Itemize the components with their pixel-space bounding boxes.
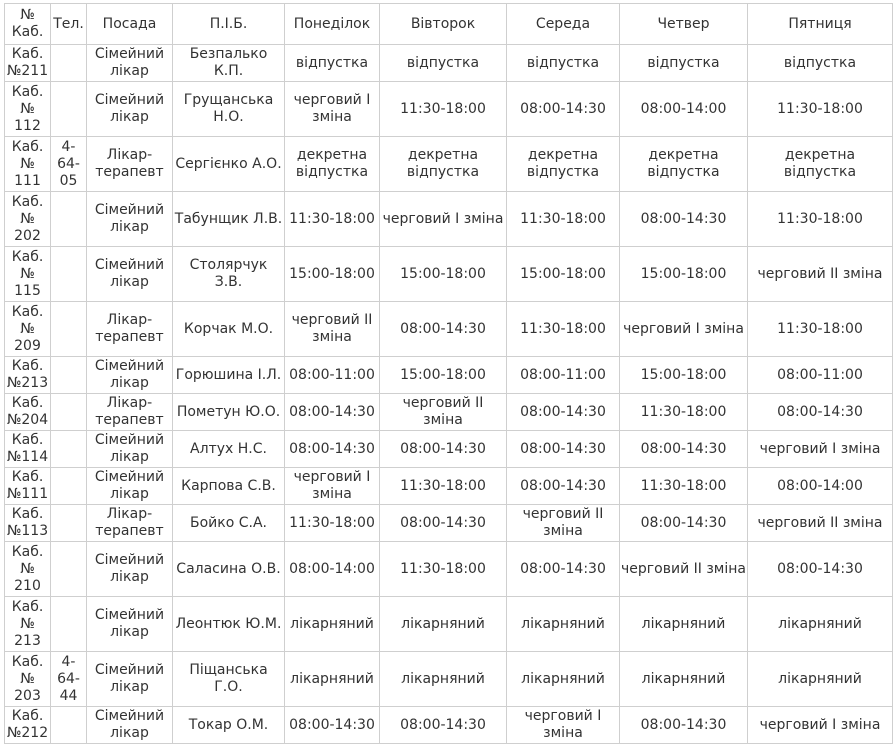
name-cell: Карпова С.В. <box>173 468 285 505</box>
header-row <box>5 4 893 45</box>
thursday-cell: лікарняний <box>620 652 748 707</box>
wednesday-cell: 08:00-14:30 <box>507 82 620 137</box>
room-cell: Каб. №114 <box>5 431 51 468</box>
wednesday-cell: 08:00-14:30 <box>507 468 620 505</box>
name-cell: Табунщик Л.В. <box>173 192 285 247</box>
header-friday: Пятниця <box>748 4 893 45</box>
tuesday-cell: черговий І зміна <box>380 192 507 247</box>
position-cell: Сімейний лікар <box>87 431 173 468</box>
name-cell: Горюшина І.Л. <box>173 357 285 394</box>
name-cell: Саласина О.В. <box>173 542 285 597</box>
table-row <box>5 505 893 542</box>
wednesday-cell: 08:00-14:30 <box>507 431 620 468</box>
friday-cell: декретна відпустка <box>748 137 893 192</box>
tuesday-cell: черговий ІІ зміна <box>380 394 507 431</box>
table-row <box>5 542 893 597</box>
thursday-cell: 08:00-14:30 <box>620 431 748 468</box>
table-row <box>5 302 893 357</box>
name-cell: Піщанська Г.О. <box>173 652 285 707</box>
monday-cell: декретна відпустка <box>285 137 380 192</box>
position-cell: Сімейний лікар <box>87 468 173 505</box>
room-cell: Каб. № 115 <box>5 247 51 302</box>
friday-cell: 08:00-14:00 <box>748 468 893 505</box>
thursday-cell: 15:00-18:00 <box>620 357 748 394</box>
phone-cell <box>51 394 87 431</box>
room-cell: Каб. №211 <box>5 45 51 82</box>
monday-cell: черговий ІІ зміна <box>285 302 380 357</box>
thursday-cell: лікарняний <box>620 597 748 652</box>
tuesday-cell: 08:00-14:30 <box>380 431 507 468</box>
table-row <box>5 82 893 137</box>
thursday-cell: 11:30-18:00 <box>620 468 748 505</box>
tuesday-cell: лікарняний <box>380 652 507 707</box>
thursday-cell: 08:00-14:00 <box>620 82 748 137</box>
room-cell: Каб. №212 <box>5 707 51 744</box>
position-cell: Сімейний лікар <box>87 247 173 302</box>
friday-cell: черговий ІІ зміна <box>748 247 893 302</box>
tuesday-cell: 08:00-14:30 <box>380 707 507 744</box>
room-cell: Каб. № 112 <box>5 82 51 137</box>
room-cell: Каб. №213 <box>5 357 51 394</box>
monday-cell: 11:30-18:00 <box>285 505 380 542</box>
friday-cell: лікарняний <box>748 652 893 707</box>
room-cell: Каб. №204 <box>5 394 51 431</box>
header-wednesday: Середа <box>507 4 620 45</box>
friday-cell: черговий І зміна <box>748 707 893 744</box>
phone-cell <box>51 468 87 505</box>
monday-cell: лікарняний <box>285 652 380 707</box>
phone-cell <box>51 247 87 302</box>
thursday-cell: декретна відпустка <box>620 137 748 192</box>
phone-cell <box>51 357 87 394</box>
name-cell: Токар О.М. <box>173 707 285 744</box>
monday-cell: 08:00-14:30 <box>285 431 380 468</box>
position-cell: Сімейний лікар <box>87 45 173 82</box>
name-cell: Сергієнко А.О. <box>173 137 285 192</box>
friday-cell: 08:00-11:00 <box>748 357 893 394</box>
monday-cell: 08:00-11:00 <box>285 357 380 394</box>
room-cell: Каб. № 202 <box>5 192 51 247</box>
monday-cell: черговий І зміна <box>285 468 380 505</box>
tuesday-cell: декретна відпустка <box>380 137 507 192</box>
friday-cell: 11:30-18:00 <box>748 302 893 357</box>
room-cell: Каб. № 209 <box>5 302 51 357</box>
tuesday-cell: 11:30-18:00 <box>380 468 507 505</box>
thursday-cell: 11:30-18:00 <box>620 394 748 431</box>
table-row <box>5 137 893 192</box>
thursday-cell: черговий ІІ зміна <box>620 542 748 597</box>
header-name: П.І.Б. <box>173 4 285 45</box>
thursday-cell: черговий І зміна <box>620 302 748 357</box>
tuesday-cell: 15:00-18:00 <box>380 357 507 394</box>
tuesday-cell: 11:30-18:00 <box>380 82 507 137</box>
wednesday-cell: лікарняний <box>507 597 620 652</box>
name-cell: Грущанська Н.О. <box>173 82 285 137</box>
room-cell: Каб. №111 <box>5 468 51 505</box>
tuesday-cell: 15:00-18:00 <box>380 247 507 302</box>
room-cell: Каб. № 210 <box>5 542 51 597</box>
table-row <box>5 45 893 82</box>
thursday-cell: 08:00-14:30 <box>620 707 748 744</box>
position-cell: Сімейний лікар <box>87 82 173 137</box>
table-row <box>5 597 893 652</box>
name-cell: Корчак М.О. <box>173 302 285 357</box>
position-cell: Лікар-терапевт <box>87 394 173 431</box>
table-row <box>5 468 893 505</box>
table-row <box>5 707 893 744</box>
phone-cell <box>51 82 87 137</box>
phone-cell <box>51 505 87 542</box>
table-row <box>5 652 893 707</box>
position-cell: Лікар-терапевт <box>87 505 173 542</box>
phone-cell: 4-64-05 <box>51 137 87 192</box>
position-cell: Сімейний лікар <box>87 357 173 394</box>
monday-cell: 08:00-14:30 <box>285 394 380 431</box>
table-row <box>5 431 893 468</box>
monday-cell: 11:30-18:00 <box>285 192 380 247</box>
friday-cell: черговий І зміна <box>748 431 893 468</box>
position-cell: Сімейний лікар <box>87 192 173 247</box>
thursday-cell: 15:00-18:00 <box>620 247 748 302</box>
table-row <box>5 192 893 247</box>
name-cell: Алтух Н.С. <box>173 431 285 468</box>
wednesday-cell: декретна відпустка <box>507 137 620 192</box>
room-cell: Каб. №113 <box>5 505 51 542</box>
friday-cell: черговий ІІ зміна <box>748 505 893 542</box>
header-room: № Каб. <box>5 4 51 45</box>
monday-cell: 08:00-14:00 <box>285 542 380 597</box>
position-cell: Лікар-терапевт <box>87 302 173 357</box>
room-cell: Каб. № 203 <box>5 652 51 707</box>
table-row <box>5 394 893 431</box>
wednesday-cell: 11:30-18:00 <box>507 192 620 247</box>
name-cell: Столярчук З.В. <box>173 247 285 302</box>
phone-cell <box>51 597 87 652</box>
wednesday-cell: 11:30-18:00 <box>507 302 620 357</box>
thursday-cell: 08:00-14:30 <box>620 505 748 542</box>
friday-cell: 11:30-18:00 <box>748 192 893 247</box>
friday-cell: 11:30-18:00 <box>748 82 893 137</box>
wednesday-cell: черговий ІІ зміна <box>507 505 620 542</box>
tuesday-cell: 08:00-14:30 <box>380 505 507 542</box>
table-row <box>5 357 893 394</box>
tuesday-cell: 08:00-14:30 <box>380 302 507 357</box>
monday-cell: 08:00-14:30 <box>285 707 380 744</box>
wednesday-cell: черговий І зміна <box>507 707 620 744</box>
monday-cell: черговий І зміна <box>285 82 380 137</box>
monday-cell: лікарняний <box>285 597 380 652</box>
position-cell: Сімейний лікар <box>87 652 173 707</box>
position-cell: Сімейний лікар <box>87 542 173 597</box>
wednesday-cell: 08:00-14:30 <box>507 542 620 597</box>
room-cell: Каб. № 111 <box>5 137 51 192</box>
monday-cell: 15:00-18:00 <box>285 247 380 302</box>
schedule-body <box>5 45 893 744</box>
phone-cell: 4-64-44 <box>51 652 87 707</box>
phone-cell <box>51 192 87 247</box>
tuesday-cell: відпустка <box>380 45 507 82</box>
position-cell: Сімейний лікар <box>87 597 173 652</box>
tuesday-cell: 11:30-18:00 <box>380 542 507 597</box>
name-cell: Бойко С.А. <box>173 505 285 542</box>
table-row <box>5 247 893 302</box>
wednesday-cell: 08:00-11:00 <box>507 357 620 394</box>
friday-cell: лікарняний <box>748 597 893 652</box>
position-cell: Сімейний лікар <box>87 707 173 744</box>
phone-cell <box>51 542 87 597</box>
friday-cell: відпустка <box>748 45 893 82</box>
header-tuesday: Вівторок <box>380 4 507 45</box>
wednesday-cell: 15:00-18:00 <box>507 247 620 302</box>
phone-cell <box>51 45 87 82</box>
header-phone: Тел. <box>51 4 87 45</box>
friday-cell: 08:00-14:30 <box>748 394 893 431</box>
wednesday-cell: відпустка <box>507 45 620 82</box>
tuesday-cell: лікарняний <box>380 597 507 652</box>
schedule-table <box>4 3 893 744</box>
monday-cell: відпустка <box>285 45 380 82</box>
header-position: Посада <box>87 4 173 45</box>
thursday-cell: відпустка <box>620 45 748 82</box>
phone-cell <box>51 431 87 468</box>
phone-cell <box>51 302 87 357</box>
wednesday-cell: лікарняний <box>507 652 620 707</box>
phone-cell <box>51 707 87 744</box>
friday-cell: 08:00-14:30 <box>748 542 893 597</box>
name-cell: Пометун Ю.О. <box>173 394 285 431</box>
wednesday-cell: 08:00-14:30 <box>507 394 620 431</box>
header-monday: Понеділок <box>285 4 380 45</box>
room-cell: Каб. № 213 <box>5 597 51 652</box>
name-cell: Леонтюк Ю.М. <box>173 597 285 652</box>
header-thursday: Четвер <box>620 4 748 45</box>
thursday-cell: 08:00-14:30 <box>620 192 748 247</box>
name-cell: Безпалько К.П. <box>173 45 285 82</box>
position-cell: Лікар-терапевт <box>87 137 173 192</box>
